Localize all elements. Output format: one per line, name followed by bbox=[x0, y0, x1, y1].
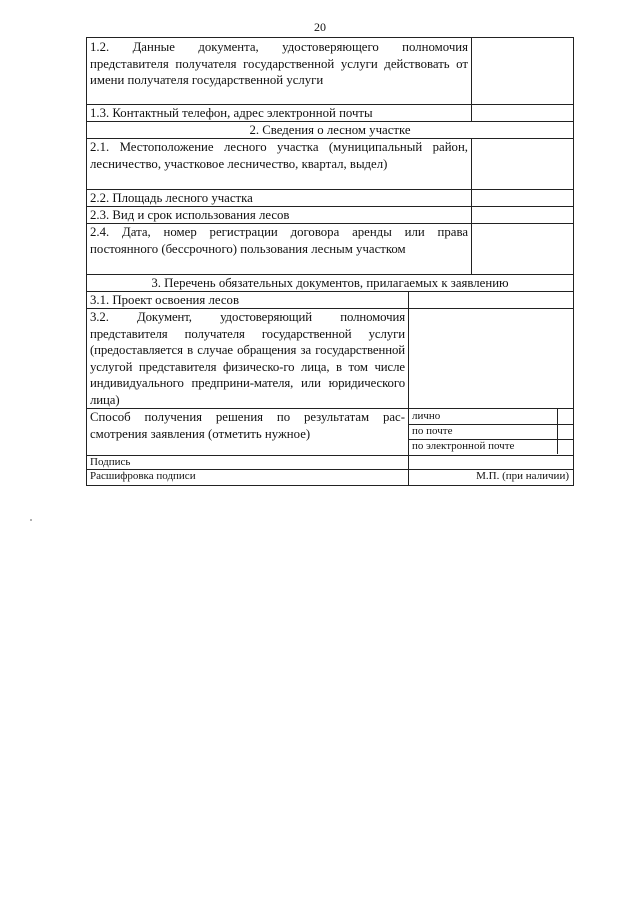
section-2-title: 2. Сведения о лесном участке bbox=[249, 123, 411, 137]
method-options bbox=[408, 409, 573, 455]
row-2-1-label: 2.1. Местоположение лесного участка (муниципальный район, лесничество, участковое лесничество, квартал, выдел) bbox=[90, 140, 468, 171]
option-in-person-label: лично bbox=[412, 410, 441, 422]
row-3-1 bbox=[87, 292, 573, 309]
row-3-2-value[interactable] bbox=[408, 309, 573, 408]
row-2-3 bbox=[87, 207, 573, 224]
decoding-value[interactable] bbox=[408, 470, 573, 485]
page-number: 20 bbox=[314, 20, 326, 34]
signature-label: Подпись bbox=[90, 456, 131, 468]
section-2-header bbox=[87, 122, 573, 139]
option-by-mail-checkbox[interactable] bbox=[557, 424, 573, 439]
row-2-3-value[interactable] bbox=[471, 207, 573, 223]
row-signature bbox=[87, 456, 573, 470]
row-3-2-label: 3.2. Документ, удостоверяющий полномочия представителя получателя государственной услуги (предоставляется в случае обращения за государственной услугой представителя физическо-го лица, в том числе индивидуального предприни-мателя, или юридического лица) bbox=[90, 310, 405, 407]
option-by-mail bbox=[409, 424, 573, 440]
row-1-3-value[interactable] bbox=[471, 105, 573, 121]
option-by-email bbox=[409, 439, 573, 454]
row-1-2-label: 1.2. Данные документа, удостоверяющего полномочия представителя получателя государственной услуги действовать от имени получателя государственной услуги bbox=[90, 40, 468, 88]
row-3-1-label: 3.1. Проект освоения лесов bbox=[90, 293, 239, 307]
application-form-table bbox=[86, 37, 574, 486]
option-by-email-label: по электронной почте bbox=[412, 440, 515, 452]
row-2-4 bbox=[87, 224, 573, 275]
row-2-2-label: 2.2. Площадь лесного участка bbox=[90, 191, 253, 205]
row-1-3-label: 1.3. Контактный телефон, адрес электронной почты bbox=[90, 106, 373, 120]
row-3-1-value[interactable] bbox=[408, 292, 573, 308]
option-in-person bbox=[409, 409, 573, 425]
stamp-note: М.П. (при наличии) bbox=[476, 470, 569, 482]
section-3-header bbox=[87, 275, 573, 292]
option-by-mail-label: по почте bbox=[412, 425, 453, 437]
section-3-title: 3. Перечень обязательных документов, прилагаемых к заявлению bbox=[151, 276, 509, 290]
method-label: Способ получения решения по результатам рас-смотрения заявления (отметить нужное) bbox=[90, 410, 405, 441]
scan-speck bbox=[30, 519, 32, 521]
decoding-label: Расшифровка подписи bbox=[90, 470, 196, 482]
row-2-1-value[interactable] bbox=[471, 139, 573, 189]
row-2-3-label: 2.3. Вид и срок использования лесов bbox=[90, 208, 290, 222]
row-2-1 bbox=[87, 139, 573, 190]
option-by-email-checkbox[interactable] bbox=[557, 439, 573, 454]
row-1-2-value[interactable] bbox=[471, 38, 573, 104]
row-3-2 bbox=[87, 309, 573, 409]
row-1-2 bbox=[87, 38, 573, 105]
row-decoding bbox=[87, 470, 573, 485]
row-2-2-value[interactable] bbox=[471, 190, 573, 206]
row-1-3 bbox=[87, 105, 573, 122]
row-2-4-value[interactable] bbox=[471, 224, 573, 274]
option-in-person-checkbox[interactable] bbox=[557, 409, 573, 424]
signature-value[interactable] bbox=[408, 456, 573, 469]
row-2-2 bbox=[87, 190, 573, 207]
row-2-4-label: 2.4. Дата, номер регистрации договора аренды или права постоянного (бессрочного) пользования лесным участком bbox=[90, 225, 468, 256]
row-method bbox=[87, 409, 573, 456]
